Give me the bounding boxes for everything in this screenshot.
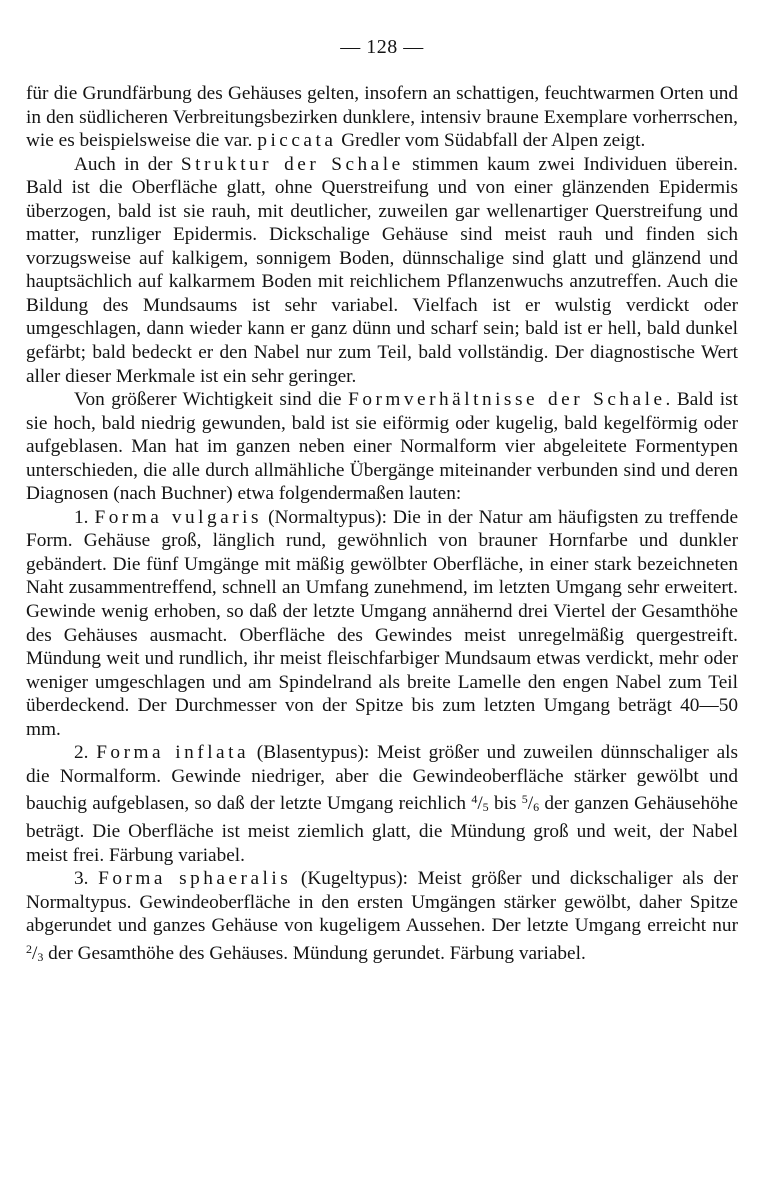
spaced-term: Struktur der Schale bbox=[180, 153, 404, 175]
paragraph-p2 bbox=[26, 153, 738, 388]
spaced-term: piccata bbox=[257, 130, 337, 152]
text-run: stimmen kaum zwei Individuen überein. Bald ist die Oberfläche glatt, ohne Querstreifung und von einer glänzenden Epidermis überzogen, bald ist sie rauh, mit deutlicher, zuweilen gar wellenartiger Querstreifung und matter, runzliger Epidermis. Dickschalige Gehäuse sind meist rauh und finden sich vorzugsweise auf kalkigem, sonnigem Boden, dünnschalige sind glatt und glänzend und hauptsächlich auf kalkarmem Boden mit reichlichem Pflanzenwuchs anzutreffen. Auch die Bildung des Mundsaums ist sehr variabel. Vielfach ist er wulstig verdickt oder umgeschlagen, dann wieder kann er ganz dünn und scharf sein; bald ist er hell, bald dunkel gefärbt; bald bedeckt er den Nabel nur zum Teil, bald vollständig. Der diagnostische Wert aller dieser Merkmale ist ein sehr geringer. bbox=[26, 153, 738, 387]
text-run: für die Grundfärbung des Gehäuses gelten, insofern an schattigen, feuchtwarmen Orten und in den südlicheren Verbreitungsbezirken dunklere, intensiv braune Exemplare vorherrschen, wie es beispielsweise die var. bbox=[26, 83, 738, 152]
spaced-term: Formverhältnisse der Schale bbox=[348, 389, 666, 411]
text-run: 3. bbox=[74, 868, 99, 890]
text-run: (Kugeltypus): Meist größer und dickschaliger als der Normaltypus. Gewindeoberfläche in den ersten Umgängen stärker gewölbt, daher Spitze abgerundet und ganzes Gehäuse von kugeligem Aussehen. Der letzte Umgang erreicht nur bbox=[26, 868, 739, 937]
text-run: 1. bbox=[74, 506, 95, 528]
text-run: / bbox=[477, 793, 483, 815]
text-run: / bbox=[527, 793, 534, 815]
text-run: Auch in der bbox=[74, 153, 181, 175]
paragraph-p6 bbox=[26, 867, 738, 969]
text-run: bis bbox=[488, 793, 522, 815]
body-text bbox=[26, 82, 738, 969]
text-run: / bbox=[32, 942, 38, 964]
fraction-numerator: 5 bbox=[521, 792, 528, 807]
page-number: — 128 — bbox=[340, 36, 424, 58]
text-run: (Normaltypus): Die in der Natur am häufigsten zu treffende Form. Gehäuse groß, länglich rund, gewöhnlich von brauner Hornfarbe und dunkler gebändert. Die fünf Umgänge mit mäßig gewölbter Oberfläche, in einer stark bezeichneten Naht zusammentreffend, schnell an Umfang zunehmend, im letzten Umgang sehr erweitert. Gewinde wenig erhoben, so daß der letzte Umgang annähernd drei Viertel der Gesamthöhe des Gehäuses ausmacht. Oberfläche des Gewindes meist unregelmäßig quergestreift. Mündung weit und rundlich, ihr meist fleischfarbiger Mundsaum etwas verdickt, mehr oder weniger umgeschlagen und am Spindelrand als breite Lamelle den engen Nabel zum Teil überdeckend. Der Durchmesser von der Spitze bis zum letzten Umgang beträgt 40—50 mm. bbox=[26, 506, 739, 740]
paragraph-p3 bbox=[26, 388, 738, 506]
fraction-denominator: 3 bbox=[37, 949, 44, 964]
text-run: (Blasentypus): Meist größer und zuweilen dünnschaliger als die Normalform. Gewinde niedriger, aber die Gewindeoberfläche stärker gewölbt und bauchig aufgeblasen, so daß der letzte Umgang reichlich bbox=[26, 742, 738, 815]
fraction-numerator: 4 bbox=[471, 792, 478, 807]
fraction-denominator: 5 bbox=[482, 800, 489, 815]
book-page bbox=[26, 30, 738, 969]
spaced-term: Forma sphaeralis bbox=[98, 868, 292, 890]
paragraph-p4 bbox=[26, 506, 738, 741]
paragraph-p5 bbox=[26, 741, 738, 867]
text-run: der ganzen Gehäusehöhe beträgt. Die Oberfläche ist meist ziemlich glatt, die Mündung groß und weit, der Nabel meist frei. Färbung variabel. bbox=[26, 793, 738, 866]
text-run: der Gesamthöhe des Gehäuses. Mündung gerundet. Färbung variabel. bbox=[43, 942, 586, 964]
fraction-numerator: 2 bbox=[26, 941, 32, 956]
text-run: Von größerer Wichtigkeit sind die bbox=[74, 389, 349, 411]
paragraph-p1 bbox=[26, 82, 738, 153]
text-run: 2. bbox=[74, 742, 97, 764]
spaced-term: Forma vulgaris bbox=[94, 506, 263, 528]
spaced-term: Forma inflata bbox=[96, 742, 250, 764]
text-run: Gredler vom Südabfall der Alpen zeigt. bbox=[336, 130, 646, 152]
fraction-denominator: 6 bbox=[533, 800, 540, 815]
text-run: . Bald ist sie hoch, bald niedrig gewunden, bald ist sie eiförmig oder kugelig, bald kegelförmig oder aufgeblasen. Man hat im ganzen neben einer Normalform vier abgeleitete Formentypen unterschieden, die alle durch allmähliche Übergänge miteinander verbunden sind und deren Diagnosen (nach Buchner) etwa folgendermaßen lauten: bbox=[26, 389, 738, 505]
